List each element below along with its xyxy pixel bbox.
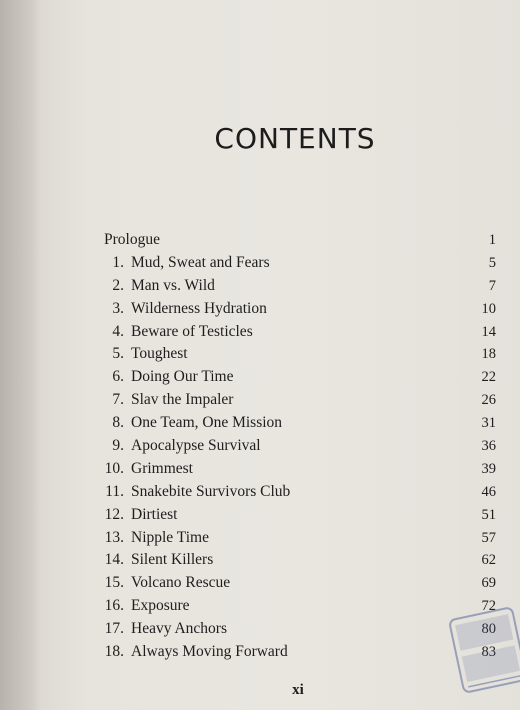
toc-entry — [104, 343, 496, 366]
toc-entry — [104, 458, 496, 481]
toc-entry-page: 83 — [481, 644, 496, 661]
toc-entry-title: Man vs. Wild — [131, 276, 215, 294]
toc-entry-page: 10 — [481, 300, 496, 317]
toc-entry-page: 26 — [481, 392, 496, 409]
toc-entry-page: 62 — [481, 552, 496, 569]
toc-entry-page: 57 — [481, 529, 496, 546]
toc-entry — [104, 618, 496, 641]
toc-entry-title: Slav the Impaler — [131, 391, 234, 409]
toc-entry-number: 8. — [112, 414, 124, 432]
toc-entry-number: 3. — [112, 299, 124, 317]
toc-entry-page: 5 — [488, 254, 496, 271]
toc-entry-title: Prologue — [104, 231, 160, 248]
toc-entry-page: 80 — [481, 621, 496, 638]
toc-entry-page: 46 — [481, 483, 496, 500]
toc-entry-page: 51 — [481, 506, 496, 523]
toc-entry — [104, 504, 496, 527]
toc-entry-number: 7. — [112, 391, 124, 409]
toc-entry — [104, 641, 496, 664]
toc-entry-title: Volcano Rescue — [131, 574, 231, 592]
toc-entry-title: Nipple Time — [131, 528, 209, 546]
toc-entry-page: 69 — [481, 575, 496, 592]
toc-entry — [104, 549, 496, 572]
toc-entry-title: One Team, One Mission — [131, 414, 283, 432]
toc-entry-title: Snakebite Survivors Club — [131, 482, 291, 500]
toc-entry-title: Doing Our Time — [131, 368, 234, 386]
toc-entry-title: Always Moving Forward — [131, 643, 288, 661]
toc-entry-page: 39 — [481, 460, 496, 477]
table-of-contents — [104, 229, 496, 664]
toc-entry — [104, 481, 496, 504]
toc-entry-title: Heavy Anchors — [131, 620, 227, 638]
toc-entry — [104, 298, 496, 321]
toc-entry-number: 13. — [104, 528, 124, 546]
toc-entry-page: 72 — [481, 598, 496, 615]
toc-entry-number: 16. — [104, 597, 124, 615]
toc-entry-number: 5. — [112, 345, 124, 363]
toc-entry-number: 10. — [104, 459, 124, 477]
toc-entry — [104, 275, 496, 298]
toc-entry-number: 1. — [112, 253, 124, 271]
toc-entry — [104, 527, 496, 550]
toc-entry — [104, 572, 496, 595]
toc-entry-title: Wilderness Hydration — [131, 299, 267, 317]
toc-entry-page: 22 — [481, 369, 496, 386]
toc-entry-title: Toughest — [131, 345, 188, 363]
toc-entry-title: Exposure — [131, 597, 190, 615]
toc-entry — [104, 412, 496, 435]
toc-entry-title: Apocalypse Survival — [131, 437, 261, 455]
page-title: CONTENTS — [214, 122, 376, 155]
toc-entry-page: 14 — [481, 323, 496, 340]
toc-entry — [104, 321, 496, 344]
toc-entry-number: 11. — [105, 482, 124, 500]
toc-entry-title: Grimmest — [131, 459, 193, 477]
page-gutter — [0, 0, 40, 710]
toc-entry-page: 7 — [488, 277, 496, 294]
toc-entry-prologue — [104, 229, 496, 252]
toc-entry — [104, 435, 496, 458]
toc-entry-number: 18. — [104, 643, 124, 661]
toc-entry-page: 1 — [488, 232, 496, 248]
toc-entry-page: 18 — [481, 346, 496, 363]
toc-entry-number: 6. — [112, 368, 124, 386]
toc-entry-number: 9. — [112, 437, 124, 455]
toc-entry — [104, 252, 496, 275]
toc-entry-page: 36 — [481, 438, 496, 455]
toc-entry-number: 4. — [112, 322, 124, 340]
toc-entry — [104, 366, 496, 389]
toc-entry-number: 15. — [104, 574, 124, 592]
toc-entry-title: Beware of Testicles — [131, 322, 253, 340]
toc-entry-title: Mud, Sweat and Fears — [131, 253, 270, 271]
toc-entry — [104, 595, 496, 618]
toc-entry-title: Silent Killers — [131, 551, 214, 569]
toc-entry-page: 31 — [481, 415, 496, 432]
toc-entry-number: 2. — [112, 276, 124, 294]
toc-entry-number: 17. — [104, 620, 124, 638]
toc-entry-title: Dirtiest — [131, 505, 178, 523]
toc-entry-number: 14. — [104, 551, 124, 569]
toc-entry — [104, 389, 496, 412]
toc-entry-number: 12. — [104, 505, 124, 523]
page-number: xi — [292, 682, 304, 698]
